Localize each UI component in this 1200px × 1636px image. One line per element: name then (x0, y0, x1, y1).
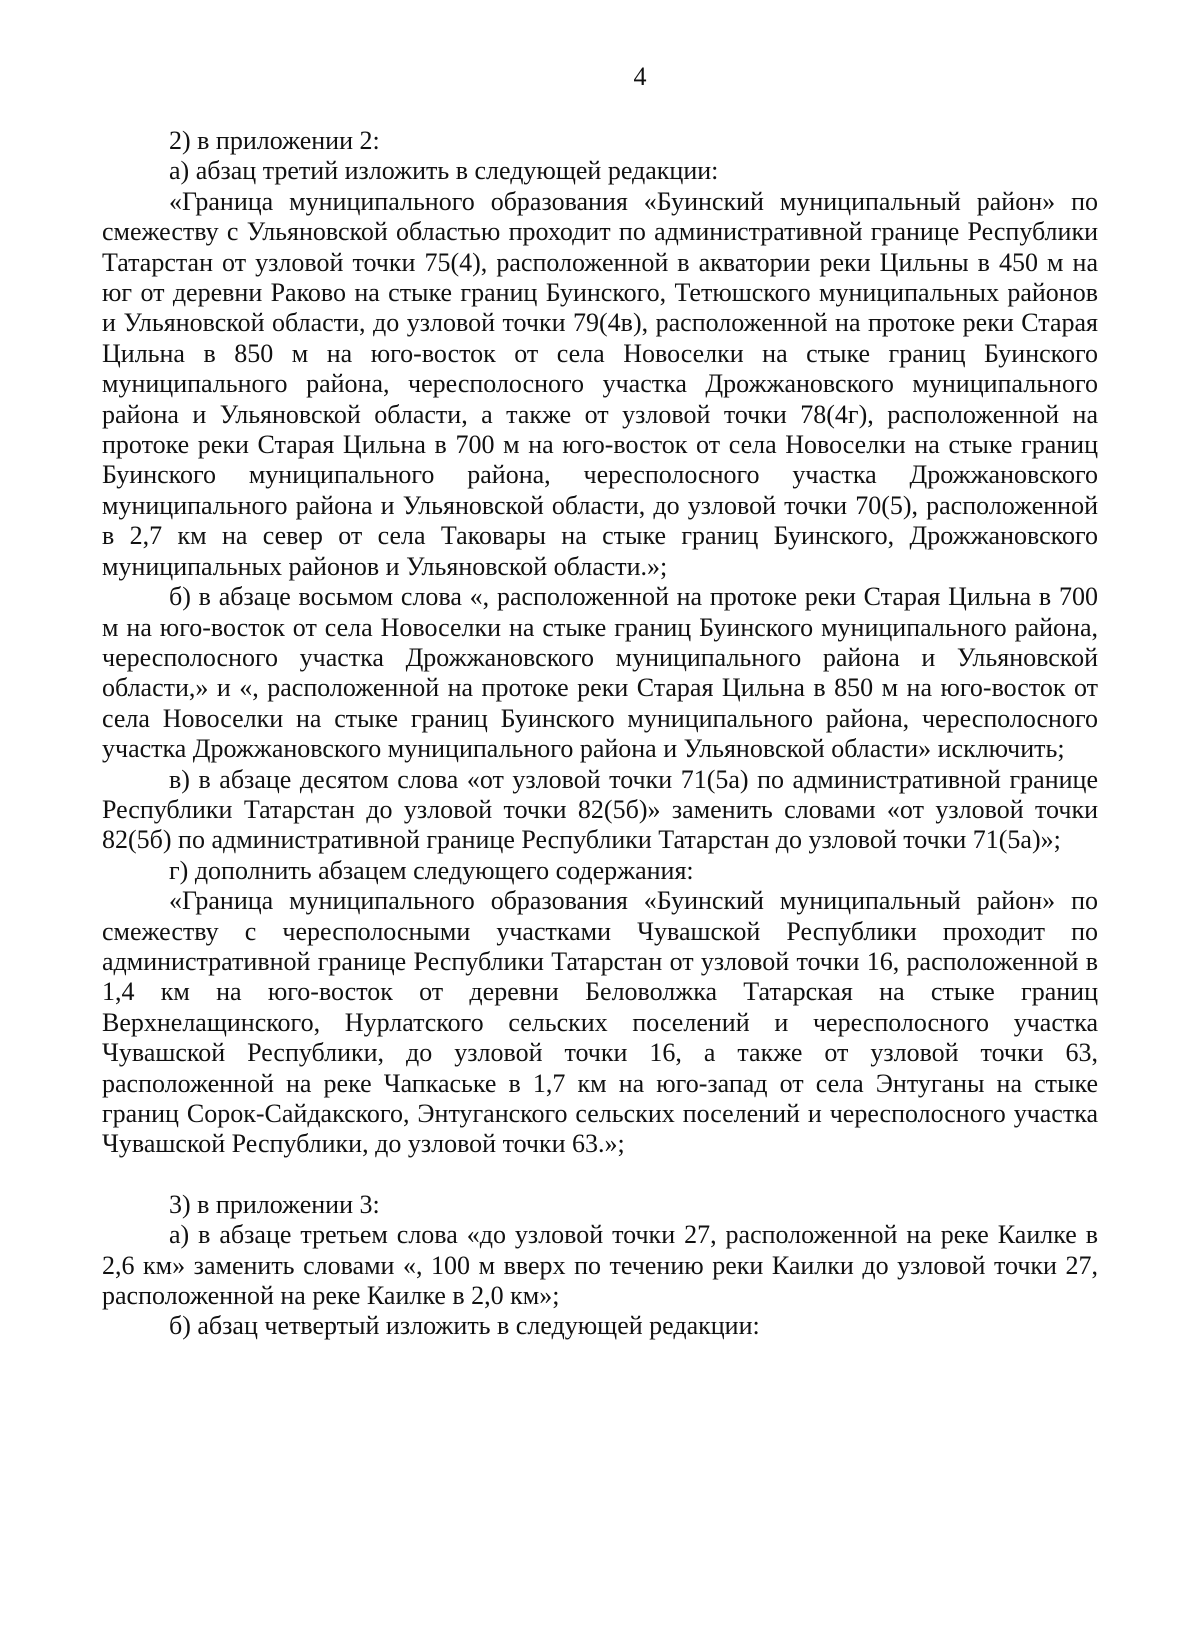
paragraph-appendix-3-item-b: б) абзац четвертый изложить в следующей редакции: (169, 1311, 760, 1341)
page-number: 4 (633, 62, 647, 91)
paragraph-item-v: в) в абзаце десятом слова «от узловой точки 71(5а) по административной границе Республики Татарстан до узловой точки 82(5б)» заменить словами «от узловой точки 82(5б) по административной границе Республики Татарстан до узловой точки 71(5а)»; (102, 764, 1098, 855)
paragraph-boundary-chuvash: «Граница муниципального образования «Буинский муниципальный район» по смежеству с чересполосными участками Чувашской Республики проходит по административной границе Республики Татарстан от узловой точки 16, расположенной в 1,4 км на юго-восток от деревни Беловолжка Татарская на стыке границ Верхнелащинского, Нурлатского сельских поселений и чересполосного участка Чувашской Республики, до узловой точки 16, а также от узловой точки 63, расположенной на реке Чапкаське в 1,7 км на юго-запад от села Энтуганы на стыке границ Сорок-Сайдакского, Энтуганского сельских поселений и чересполосного участка Чувашской Республики, до узловой точки 63.»; (102, 886, 1098, 1159)
section-gap (102, 1160, 1098, 1190)
paragraph-appendix-2-heading: 2) в приложении 2: (169, 126, 380, 155)
paragraph-boundary-ulyanovsk: «Граница муниципального образования «Буинский муниципальный район» по смежеству с Ульяновской областью проходит по административной границе Республики Татарстан от узловой точки 75(4), расположенной в акватории реки Цильны в 450 м на юг от деревни Раково на стыке границ Буинского, Тетюшского муниципальных районов и Ульяновской области, до узловой точки 79(4в), расположенной на протоке реки Старая Цильна в 850 м на юго-восток от села Новоселки на стыке границ Буинского муниципального района, чересполосного участка Дрожжановского муниципального района и Ульяновской области, а также от узловой точки 78(4г), расположенной на протоке реки Старая Цильна в 700 м на юго-восток от села Новоселки на стыке границ Буинского муниципального района, чересполосного участка Дрожжановского муниципального района и Ульяновской области, до узловой точки 70(5), расположенной в 2,7 км на север от села Таковары на стыке границ Буинского, Дрожжановского муниципальных районов и Ульяновской области.»; (102, 186, 1098, 581)
paragraph-item-a: а) абзац третий изложить в следующей редакции: (169, 156, 719, 186)
paragraph-appendix-3-heading: 3) в приложении 3: (169, 1189, 380, 1219)
paragraph-appendix-3-item-a: а) в абзаце третьем слова «до узловой точки 27, расположенной на реке Каилке в 2,6 км» заменить словами «, 100 м вверх по течению реки Каилки до узловой точки 27, расположенной на реке Каилке в 2,0 км»; (102, 1220, 1098, 1311)
paragraph-item-g: г) дополнить абзацем следующего содержания: (169, 855, 694, 885)
paragraph-item-b: б) в абзаце восьмом слова «, расположенной на протоке реки Старая Цильна в 700 м на юго-восток от села Новоселки на стыке границ Буинского муниципального района, чересполосного участка Дрожжановского муниципального района и Ульяновской области,» и «, расположенной на протоке реки Старая Цильна в 850 м на юго-восток от села Новоселки на стыке границ Буинского муниципального района, чересполосного участка Дрожжановского муниципального района и Ульяновской области» исключить; (102, 582, 1098, 764)
document-body (102, 126, 1098, 1342)
